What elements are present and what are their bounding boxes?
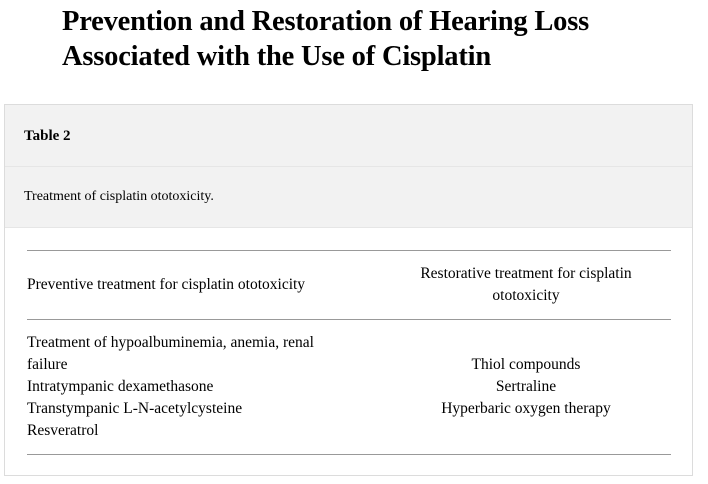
restorative-treatments-cell	[397, 354, 655, 420]
page-title: Prevention and Restoration of Hearing Loss Associated with the Use of Cisplatin	[62, 6, 590, 72]
preventive-item: Treatment of hypoalbuminemia, anemia, renal failure	[27, 334, 314, 373]
table-panel	[4, 104, 693, 476]
restorative-item: Sertraline	[495, 378, 557, 395]
table-label: Table 2	[24, 128, 71, 144]
preventive-item: Resveratrol	[27, 422, 99, 439]
table-caption-band	[5, 167, 692, 228]
table-caption: Treatment of cisplatin ototoxicity.	[24, 189, 214, 204]
preventive-item: Transtympanic L-N-acetylcysteine	[27, 400, 243, 417]
table-bottom-rule	[27, 454, 671, 455]
table-top-rule	[27, 250, 671, 251]
restorative-item: Hyperbaric oxygen therapy	[441, 400, 611, 417]
table-header	[5, 105, 692, 167]
preventive-treatments-cell	[27, 332, 345, 442]
restorative-item: Thiol compounds	[471, 356, 581, 373]
column-header-restorative: Restorative treatment for cisplatin ototoxicity	[420, 265, 632, 304]
column-header-preventive: Preventive treatment for cisplatin ototoxicity	[27, 276, 306, 293]
table-header-rule	[27, 319, 671, 320]
preventive-item: Intratympanic dexamethasone	[27, 378, 214, 395]
